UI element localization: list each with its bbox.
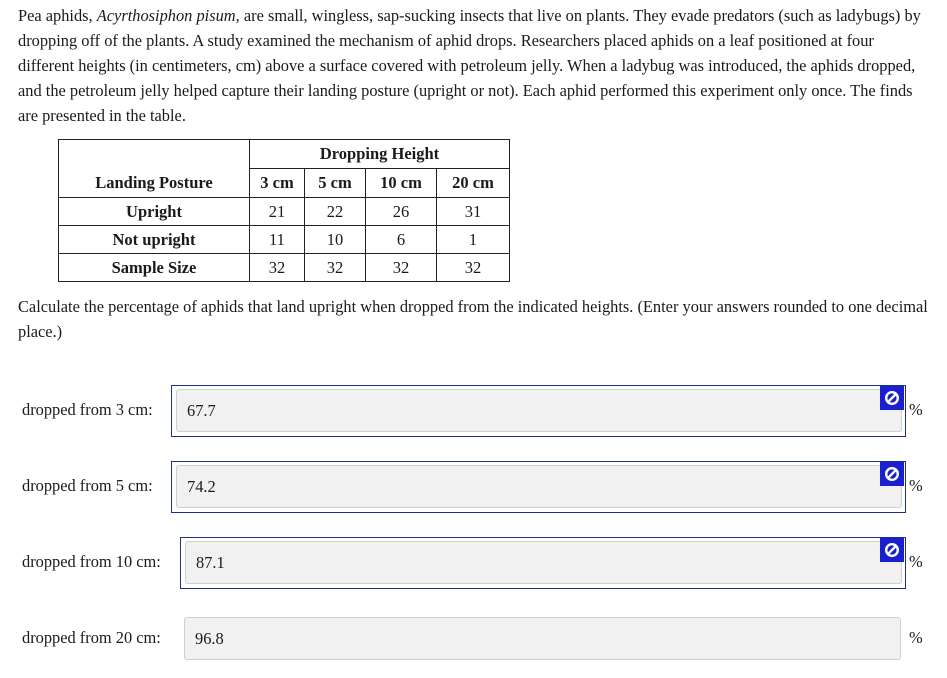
prohibited-icon <box>884 390 900 406</box>
aphid-data-table <box>58 139 510 282</box>
table-cell: 22 <box>305 198 366 226</box>
prohibited-icon <box>884 466 900 482</box>
table-cell: 32 <box>366 254 437 282</box>
table-cell: 10 <box>305 226 366 254</box>
table-cell: 32 <box>305 254 366 282</box>
row-header: Landing Posture <box>59 169 250 198</box>
answer-label-3cm: dropped from 3 cm: <box>22 400 153 419</box>
answer-input-5cm[interactable]: 74.2 <box>176 465 902 508</box>
column-header: 10 cm <box>366 169 437 198</box>
table-cell: 6 <box>366 226 437 254</box>
table-row <box>59 226 510 254</box>
percent-unit: % <box>909 400 923 419</box>
table-cell: 21 <box>250 198 305 226</box>
column-header: 3 cm <box>250 169 305 198</box>
question-text: Calculate the percentage of aphids that land upright when dropped from the indicated heights. (Enter your answers rounded to one decimal place.) <box>18 297 928 341</box>
species-name: Acyrthosiphon pisum, <box>96 6 240 25</box>
answer-input-20cm[interactable]: 96.8 <box>184 617 901 660</box>
table-cell: 32 <box>250 254 305 282</box>
answer-label-20cm: dropped from 20 cm: <box>22 628 161 647</box>
incorrect-badge-5cm <box>880 462 904 486</box>
prohibited-icon <box>884 542 900 558</box>
row-label: Sample Size <box>59 254 250 282</box>
intro-text-1: Pea aphids, <box>18 6 97 25</box>
column-header: 20 cm <box>437 169 510 198</box>
answer-input-10cm[interactable]: 87.1 <box>185 541 902 584</box>
group-header: Dropping Height <box>250 140 510 169</box>
table-row <box>59 198 510 226</box>
table-cell: 1 <box>437 226 510 254</box>
intro-text-2: are small, wingless, sap-sucking insects that live on plants. They evade predators (such as ladybugs) by dropping off of the plants. A study examined the mechanism of aphid drops. Researchers placed aphids on a leaf positioned at four different heights (in centimeters, cm) above a surface covered with petroleum jelly. When a ladybug was introduced, the aphids dropped, and the petroleum jelly helped capture their landing posture (upright or not). Each aphid performed this experiment only once. The finds are presented in the table. <box>18 6 921 125</box>
answer-input-3cm[interactable]: 67.7 <box>176 389 902 432</box>
answer-label-5cm: dropped from 5 cm: <box>22 476 153 495</box>
table-cell: 32 <box>437 254 510 282</box>
table-cell: 31 <box>437 198 510 226</box>
problem-intro <box>18 4 933 129</box>
column-header: 5 cm <box>305 169 366 198</box>
percent-unit: % <box>909 628 923 647</box>
incorrect-badge-10cm <box>880 538 904 562</box>
row-label: Not upright <box>59 226 250 254</box>
table-cell: 11 <box>250 226 305 254</box>
percent-unit: % <box>909 552 923 571</box>
row-label: Upright <box>59 198 250 226</box>
table-cell: 26 <box>366 198 437 226</box>
incorrect-badge-3cm <box>880 386 904 410</box>
table-row <box>59 254 510 282</box>
answer-label-10cm: dropped from 10 cm: <box>22 552 161 571</box>
table-corner-cell <box>59 140 250 169</box>
percent-unit: % <box>909 476 923 495</box>
